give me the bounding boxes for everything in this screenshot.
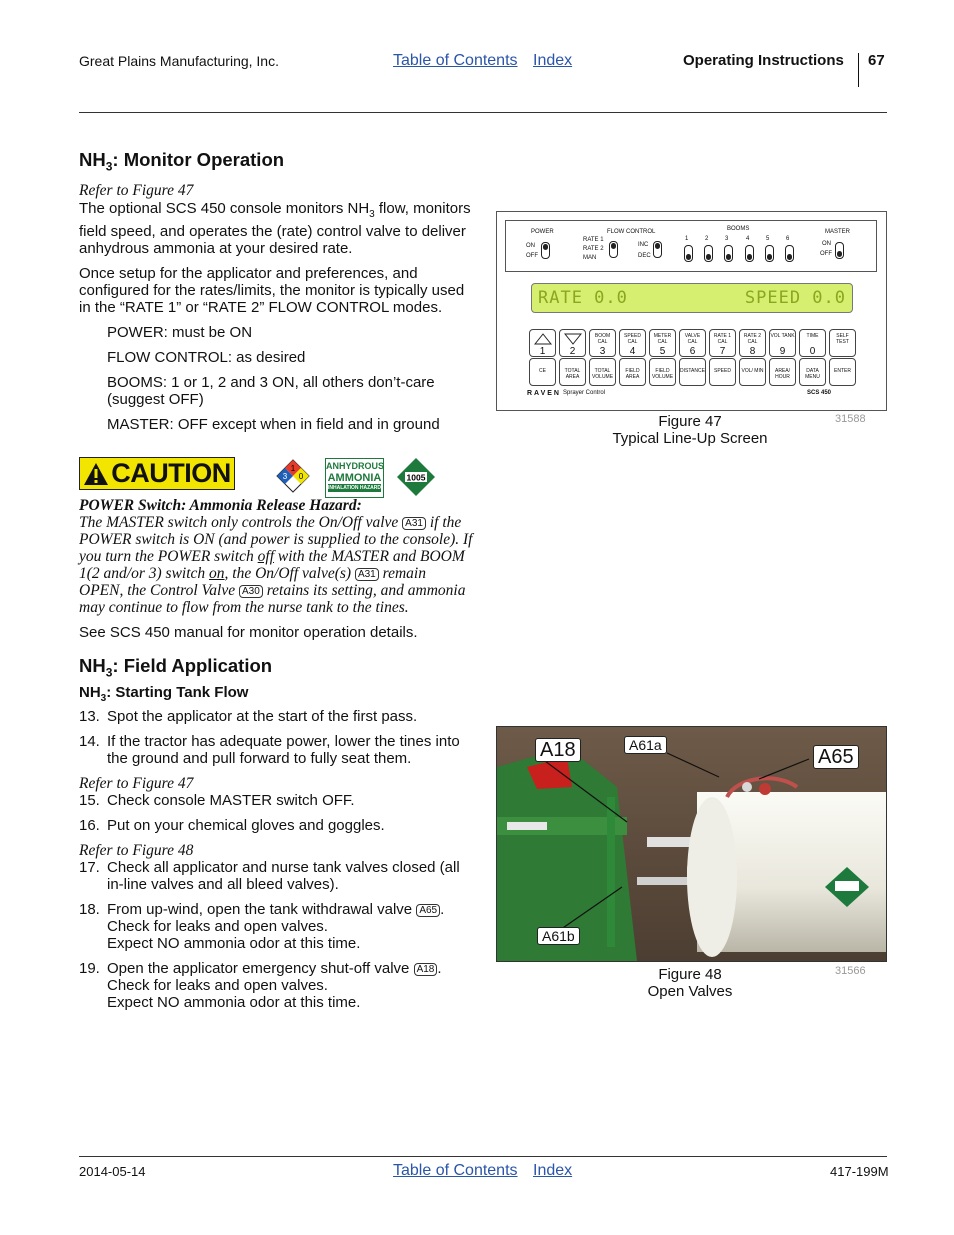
- starting-tank-flow-heading: $NH_3$: Starting Tank Flow: [79, 683, 249, 704]
- boom-switch[interactable]: [704, 245, 713, 262]
- left-column: [79, 149, 474, 433]
- step-15: 15. Check console MASTER switch OFF.: [79, 791, 355, 809]
- flow-control-label: FLOW CONTROL: [607, 229, 656, 235]
- setting-master: MASTER: OFF except when in field and in ground: [107, 415, 440, 433]
- dec-label: DEC: [638, 253, 651, 259]
- keypad-key-label: BOOM CAL: [594, 333, 611, 345]
- footer-rule: [79, 1156, 887, 1157]
- refer-figure-47: Refer to Figure 47: [79, 181, 194, 199]
- caution-heading: POWER Switch: Ammonia Release Hazard:: [79, 497, 362, 514]
- keypad-key[interactable]: [769, 329, 796, 357]
- header-rule: [79, 112, 887, 113]
- master-off-label: OFF: [820, 251, 832, 257]
- boom-number-label: 6: [786, 236, 790, 242]
- booms-label: BOOMS: [727, 226, 750, 232]
- master-on-label: ON: [822, 241, 831, 247]
- nfpa-yellow-value: 0: [298, 472, 304, 481]
- anhydrous-ammonia-label: ANHYDROUS AMMONIA INHALATION HAZARD: [325, 458, 384, 498]
- boom-number-label: 2: [705, 236, 709, 242]
- keypad-key[interactable]: [709, 329, 736, 357]
- figure-47-id: 31588: [835, 413, 866, 425]
- caution-body: The MASTER switch only controls the On/Off valve A31 if the POWER switch is ON (and power is supplied to the console). If you turn the POWER switch off with the MASTER and BOOM 1(2 and/or 3) switch on, the On/Off valve(s) A31 remain OPEN, the Control Valve A30 retains its setting, and ammonia may continue to flow from the nurse tank to the tines.: [79, 514, 473, 616]
- keypad-key[interactable]: [619, 329, 646, 357]
- nfpa-blue-value: 3: [282, 472, 288, 481]
- figure-48-id: 31566: [835, 965, 866, 977]
- setting-booms: BOOMS: 1 or 1, 2 and 3 ON, all others don’t-care (suggest OFF): [107, 373, 435, 408]
- lcd-rate: RATE 0.0: [538, 288, 628, 308]
- keypad-key[interactable]: [589, 329, 616, 357]
- lcd-display: [531, 283, 853, 313]
- power-switch[interactable]: [541, 242, 550, 259]
- company-name: Great Plains Manufacturing, Inc.: [79, 53, 279, 69]
- boom-switch[interactable]: [785, 245, 794, 262]
- keypad-function-key[interactable]: FIELD VOLUME: [649, 358, 676, 386]
- lcd-speed: SPEED 0.0: [744, 288, 846, 308]
- keypad-function-key[interactable]: FIELD AREA: [619, 358, 646, 386]
- keypad-key[interactable]: [799, 329, 826, 357]
- inc-label: INC: [638, 242, 649, 248]
- step-16: 16. Put on your chemical gloves and goggles.: [79, 816, 385, 834]
- see-manual-text: See SCS 450 manual for monitor operation details.: [79, 624, 418, 641]
- keypad-function-key[interactable]: SPEED: [709, 358, 736, 386]
- master-switch[interactable]: [835, 242, 844, 259]
- step-14: 14. If the tractor has adequate power, lower the tines into the ground and pull forward to fully seat them.: [79, 732, 460, 767]
- caution-label: CAUTION: [111, 458, 231, 488]
- label-a18: A18: [535, 738, 581, 762]
- field-application-section: [79, 655, 474, 1011]
- keypad-function-key[interactable]: ENTER: [829, 358, 856, 386]
- keypad-key[interactable]: [829, 329, 856, 357]
- figure-47-caption: Figure 47 Typical Line-Up Screen: [612, 413, 768, 447]
- step-17: 17. Check all applicator and nurse tank valves closed (all in-line valves and all bleed valves).: [79, 858, 460, 893]
- keypad-key-number: 3: [599, 346, 606, 357]
- figure-47-console: [496, 211, 887, 411]
- footer-toc-link[interactable]: Table of Contents: [393, 1162, 518, 1179]
- label-a65: A65: [813, 745, 859, 769]
- model-label: SCS 450: [807, 390, 832, 396]
- keypad-key-number: 9: [779, 346, 786, 357]
- boom-number-label: 1: [685, 236, 689, 242]
- nfpa-red-value: 1: [290, 464, 296, 473]
- header-toc-link[interactable]: Table of Contents: [393, 52, 518, 69]
- boom-number-label: 5: [766, 236, 770, 242]
- caution-text: [79, 497, 474, 641]
- ref-a65-tag: A65: [416, 904, 440, 917]
- arrow-up-icon: [534, 333, 552, 345]
- keypad-function-key[interactable]: DATA MENU: [799, 358, 826, 386]
- setting-power: POWER: must be ON: [107, 323, 253, 341]
- keypad-key-number: 8: [749, 346, 756, 357]
- label-a61a: A61a: [624, 736, 667, 754]
- sprayer-control-label: Sprayer Control: [563, 390, 606, 396]
- step-19: 19. Open the applicator emergency shut-off valve A18 . Check for leaks and open valves. Expect NO ammonia odor at this time.: [79, 959, 442, 1011]
- ref-a31-tag: A31: [402, 517, 426, 530]
- keypad-key-label: RATE 2 CAL: [743, 333, 762, 345]
- keypad-key-number: 0: [809, 346, 816, 357]
- figure-48-photo: [496, 726, 887, 962]
- warning-triangle-icon: [83, 462, 109, 486]
- monitor-paragraph-2: Once setup for the applicator and preferences, and configured for the rates/limits, the monitor is typically used in the “RATE 1” or “RATE 2” FLOW CONTROL modes.: [79, 264, 465, 316]
- keypad-key-label: METER CAL: [653, 333, 672, 345]
- keypad-key-number: 2: [569, 346, 576, 357]
- keypad-function-key[interactable]: TOTAL VOLUME: [589, 358, 616, 386]
- power-off-label: OFF: [526, 253, 538, 259]
- boom-switch[interactable]: [724, 245, 733, 262]
- power-label: POWER: [531, 229, 554, 235]
- keypad-key[interactable]: [649, 329, 676, 357]
- keypad-key-label: RATE 1 CAL: [713, 333, 732, 345]
- setting-flow-control: FLOW CONTROL: as desired: [107, 348, 306, 366]
- keypad-function-key[interactable]: TOTAL AREA: [559, 358, 586, 386]
- rate2-label: RATE 2: [583, 246, 604, 252]
- keypad-key-label: TIME: [806, 333, 819, 339]
- label-a61b: A61b: [537, 927, 580, 945]
- keypad-function-key[interactable]: DISTANCE: [679, 358, 706, 386]
- un-number: 1005: [406, 472, 426, 483]
- monitor-paragraph-1: The optional SCS 450 console monitors $NH_3$ flow, monitors field speed, and operates the (rate) control valve to deliver anhydrous ammonia at your desired rate.: [79, 199, 471, 257]
- keypad-key-label: SELF TEST: [836, 333, 849, 345]
- keypad-function-key[interactable]: CE: [529, 358, 556, 386]
- keypad-key[interactable]: [559, 329, 586, 357]
- keypad-key[interactable]: [739, 329, 766, 357]
- nfpa-diamond-icon: [276, 459, 310, 493]
- man-label: MAN: [583, 255, 597, 261]
- footer-index-link[interactable]: Index: [533, 1162, 573, 1179]
- arrow-down-icon: [564, 333, 582, 345]
- refer-figure-47-b: Refer to Figure 47: [79, 774, 194, 792]
- keypad-key-number: 6: [689, 346, 696, 357]
- keypad-key-label: VALVE CAL: [684, 333, 701, 345]
- keypad-function-key[interactable]: VOL/ MIN: [739, 358, 766, 386]
- step-13: 13. Spot the applicator at the start of the first pass.: [79, 707, 418, 725]
- keypad-key-number: 4: [629, 346, 636, 357]
- keypad-key-label: VOL TANK: [770, 333, 795, 339]
- boom-number-label: 3: [725, 236, 729, 242]
- header-index-link[interactable]: Index: [533, 52, 573, 69]
- raven-brand: RAVEN: [527, 390, 561, 397]
- monitor-operation-heading: $NH_3$: Monitor Operation: [79, 149, 285, 174]
- ref-a18-tag: A18: [414, 963, 438, 976]
- rate1-label: RATE 1: [583, 237, 604, 243]
- boom-switch[interactable]: [745, 245, 754, 262]
- keypad-function-key[interactable]: AREA/ HOUR: [769, 358, 796, 386]
- boom-switch[interactable]: [684, 245, 693, 262]
- inc-dec-switch[interactable]: [653, 241, 662, 258]
- step-18: 18. From up-wind, open the tank withdrawal valve A65 . Check for leaks and open valves. Expect NO ammonia odor at this time.: [79, 900, 445, 952]
- caution-badge: [79, 457, 235, 490]
- keypad-key[interactable]: [529, 329, 556, 357]
- footer-doc-number: 417-199M: [830, 1164, 889, 1179]
- footer-date: 2014-05-14: [79, 1164, 146, 1179]
- boom-switch[interactable]: [765, 245, 774, 262]
- power-on-label: ON: [526, 243, 535, 249]
- un1005-placard-icon: [396, 457, 436, 497]
- field-application-heading: $NH_3$: Field Application: [79, 655, 273, 680]
- section-title: Operating Instructions: [683, 52, 844, 69]
- figure-48-caption: Figure 48 Open Valves: [647, 966, 733, 1000]
- keypad-key-label: SPEED CAL: [624, 333, 641, 345]
- refer-figure-48: Refer to Figure 48: [79, 841, 194, 859]
- master-label: MASTER: [825, 229, 851, 235]
- keypad-key-number: 7: [719, 346, 726, 357]
- page-number: 67: [868, 52, 885, 69]
- ref-a31-tag: A31: [355, 568, 379, 581]
- header-divider: [858, 53, 859, 87]
- keypad-key[interactable]: [679, 329, 706, 357]
- flow-control-switch[interactable]: [609, 241, 618, 258]
- keypad-key-number: 1: [539, 346, 546, 357]
- keypad-key-number: 5: [659, 346, 666, 357]
- ref-a30-tag: A30: [239, 585, 263, 598]
- boom-number-label: 4: [746, 236, 750, 242]
